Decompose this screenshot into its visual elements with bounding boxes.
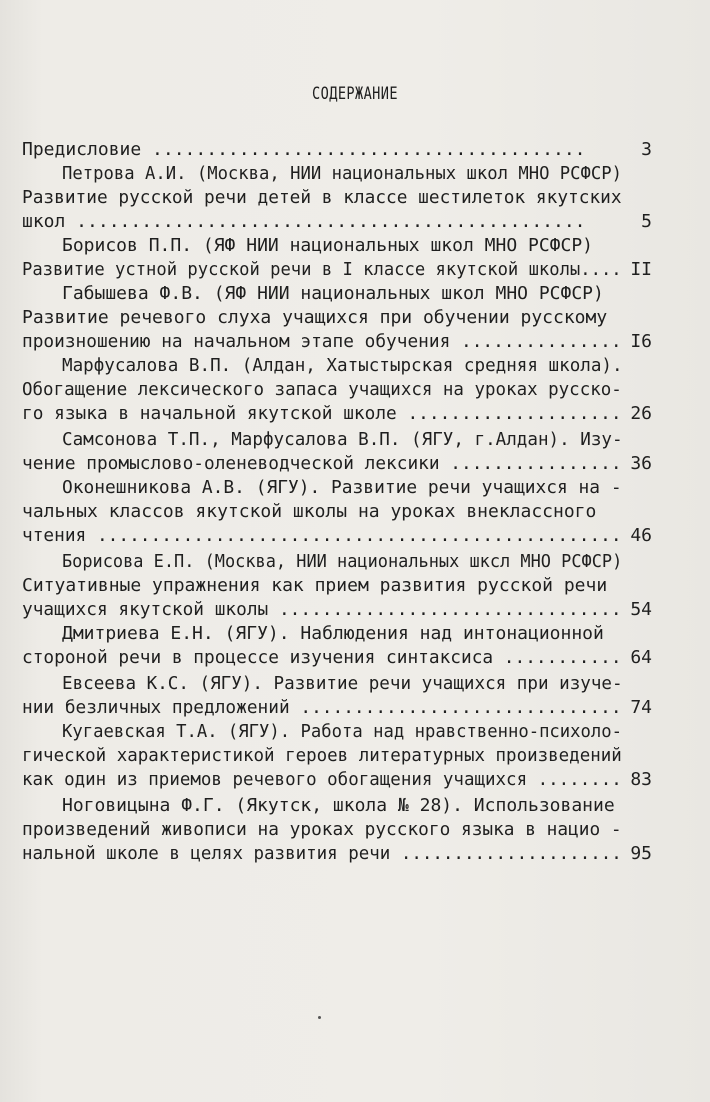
toc-page-number: 3 <box>641 139 652 160</box>
toc-line: учащихся якутской школы ................................ <box>22 599 622 620</box>
toc-page-number: 83 <box>630 769 652 790</box>
toc-line: чение промыслово-оленеводческой лексики ................ <box>22 453 622 474</box>
toc-line: Габышева Ф.В. (ЯФ НИИ национальных школ МНО РСФСР) <box>62 283 604 304</box>
toc-line: гической характеристикой героев литературных произведений <box>22 745 622 766</box>
toc-line: Самсонова Т.П., Марфусалова В.П. (ЯГУ, г.Алдан). Изу- <box>62 429 623 450</box>
toc-page-number: 5 <box>641 211 652 232</box>
toc-page-number: 95 <box>630 843 652 864</box>
toc-line: Ситуативные упражнения как прием развития русской речи <box>22 575 608 596</box>
toc-line: Ноговицына Ф.Г. (Якутск, школа № 28). Использование <box>62 795 615 816</box>
toc-page-number: 64 <box>630 647 652 668</box>
toc-line: Евсеева К.С. (ЯГУ). Развитие речи учащихся при изуче- <box>62 673 623 694</box>
toc-line: Развитие русской речи детей в классе шестилеток якутских <box>22 187 622 208</box>
toc-page-number: 54 <box>630 599 652 620</box>
toc-line: стороной речи в процессе изучения синтаксиса ........... <box>22 647 622 668</box>
toc-page-number: II <box>630 259 652 280</box>
toc-line: го языка в начальной якутской школе .................... <box>22 403 622 424</box>
toc-line: нии безличных предложений .............................. <box>22 697 622 718</box>
toc-page-number: I6 <box>630 331 652 352</box>
toc-line: нальной школе в целях развития речи ..................... <box>22 843 622 864</box>
toc-line: Борисова Е.П. (Москва, НИИ национальных шкcл МНО РСФСР) <box>62 551 623 572</box>
toc-line: произношению на начальном этапе обучения ............... <box>22 331 622 352</box>
toc-line: Борисов П.П. (ЯФ НИИ национальных школ МНО РСФСР) <box>62 235 594 256</box>
page-title: СОДЕРЖАНИЕ <box>312 84 398 104</box>
toc-line: Кугаевская Т.А. (ЯГУ). Работа над нравственно-психоло- <box>62 721 623 742</box>
toc-line: Дмитриева Е.Н. (ЯГУ). Наблюдения над интонационной <box>62 623 604 644</box>
toc-line: Развитие речевого слуха учащихся при обучении русскому <box>22 307 608 328</box>
toc-page-number: 74 <box>630 697 652 718</box>
toc-line: школ ............................................... <box>22 211 586 232</box>
toc-line: произведений живописи на уроках русского языка в нацио - <box>22 819 622 840</box>
toc-line: Развитие устной русской речи в I классе якутской школы.... <box>22 259 622 280</box>
toc-page-number: 46 <box>630 525 652 546</box>
paper-speck <box>318 1016 321 1019</box>
toc-page-number: 26 <box>630 403 652 424</box>
toc-line: как один из приемов речевого обогащения учащихся ........ <box>22 769 622 790</box>
toc-line: Оконешникова А.В. (ЯГУ). Развитие речи учащихся на - <box>62 477 622 498</box>
toc-line: Марфусалова В.П. (Алдан, Хатыстырская средняя школа). <box>62 355 623 376</box>
toc-line: Петрова А.И. (Москва, НИИ национальных школ МНО РСФСР) <box>62 163 623 184</box>
toc-line: чтения ................................................. <box>22 525 622 546</box>
toc-line: Обогащение лексического запаса учащихся на уроках русско- <box>22 379 622 400</box>
toc-line: Предисловие ........................................ <box>22 139 586 160</box>
toc-line: чальных классов якутской школы на уроках внеклассного <box>22 501 597 522</box>
toc-page-number: 36 <box>630 453 652 474</box>
